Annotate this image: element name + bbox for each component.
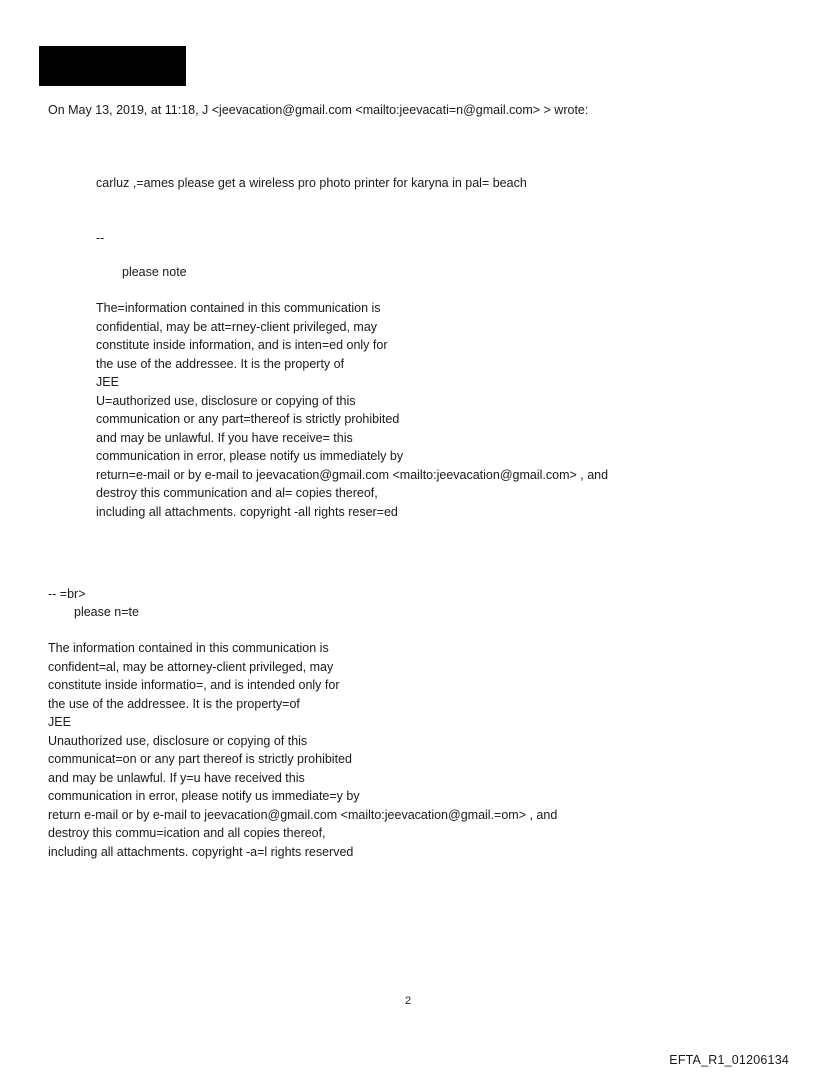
- quoted-message: carluz ,=ames please get a wireless pro photo printer for karyna in pal= beach: [96, 176, 527, 190]
- disclaimer-line: The information contained in this communication is: [48, 641, 329, 655]
- disclaimer-line: and may be unlawful. If y=u have received this: [48, 770, 305, 785]
- quoted-disclaimer: [96, 299, 608, 521]
- disclaimer-line: confidential, may be att=rney-client privileged, may: [96, 319, 378, 334]
- disclaimer-line: including all attachments. copyright -a=l rights reserved: [48, 844, 354, 859]
- disclaimer-line: constitute inside information, and is inten=ed only for: [96, 338, 388, 352]
- disclaimer-line: and may be unlawful. If you have receive= this: [96, 430, 353, 445]
- disclaimer-line: communication in error, please notify us immediately by: [96, 449, 404, 463]
- document-id: EFTA_R1_01206134: [669, 1053, 789, 1067]
- disclaimer-line: constitute inside informatio=, and is intended only for: [48, 678, 340, 692]
- signature-disclaimer: [48, 639, 557, 861]
- disclaimer-line: U=authorized use, disclosure or copying of this: [96, 393, 356, 408]
- disclaimer-line: destroy this communication and al= copies thereof,: [96, 486, 378, 500]
- email-wrote-line: On May 13, 2019, at 11:18, J <jeevacation@gmail.com <mailto:jeevacati=n@gmail.com> > wrote:: [48, 103, 589, 117]
- disclaimer-line: the use of the addressee. It is the property of: [96, 356, 345, 371]
- disclaimer-line: JEE: [48, 715, 71, 729]
- disclaimer-line: communication or any part=thereof is strictly prohibited: [96, 412, 400, 426]
- redaction-block: [39, 46, 186, 86]
- disclaimer-line: return=e-mail or by e-mail to jeevacation@gmail.com <mailto:jeevacation@gmail.com> , and: [96, 467, 609, 482]
- disclaimer-line: The=information contained in this communication is: [96, 301, 381, 315]
- disclaimer-line: confident=al, may be attorney-client privileged, may: [48, 659, 334, 674]
- disclaimer-line: communicat=on or any part thereof is strictly prohibited: [48, 752, 352, 766]
- disclaimer-line: including all attachments. copyright -all rights reser=ed: [96, 504, 398, 519]
- disclaimer-line: return e-mail or by e-mail to jeevacation@gmail.com <mailto:jeevacation@gmail.=om> , and: [48, 807, 558, 822]
- disclaimer-line: destroy this commu=ication and all copies thereof,: [48, 826, 326, 840]
- quoted-signature-separator: --: [96, 231, 105, 245]
- disclaimer-line: the use of the addressee. It is the property=of: [48, 696, 300, 711]
- disclaimer-line: JEE: [96, 375, 119, 389]
- disclaimer-line: communication in error, please notify us immediate=y by: [48, 789, 360, 803]
- page-number: 2: [404, 995, 412, 1007]
- disclaimer-line: Unauthorized use, disclosure or copying of this: [48, 733, 308, 748]
- quoted-please-note: please note: [122, 265, 187, 279]
- signature-separator: -- =br>: [48, 587, 86, 601]
- signature-please-note: please n=te: [74, 605, 139, 619]
